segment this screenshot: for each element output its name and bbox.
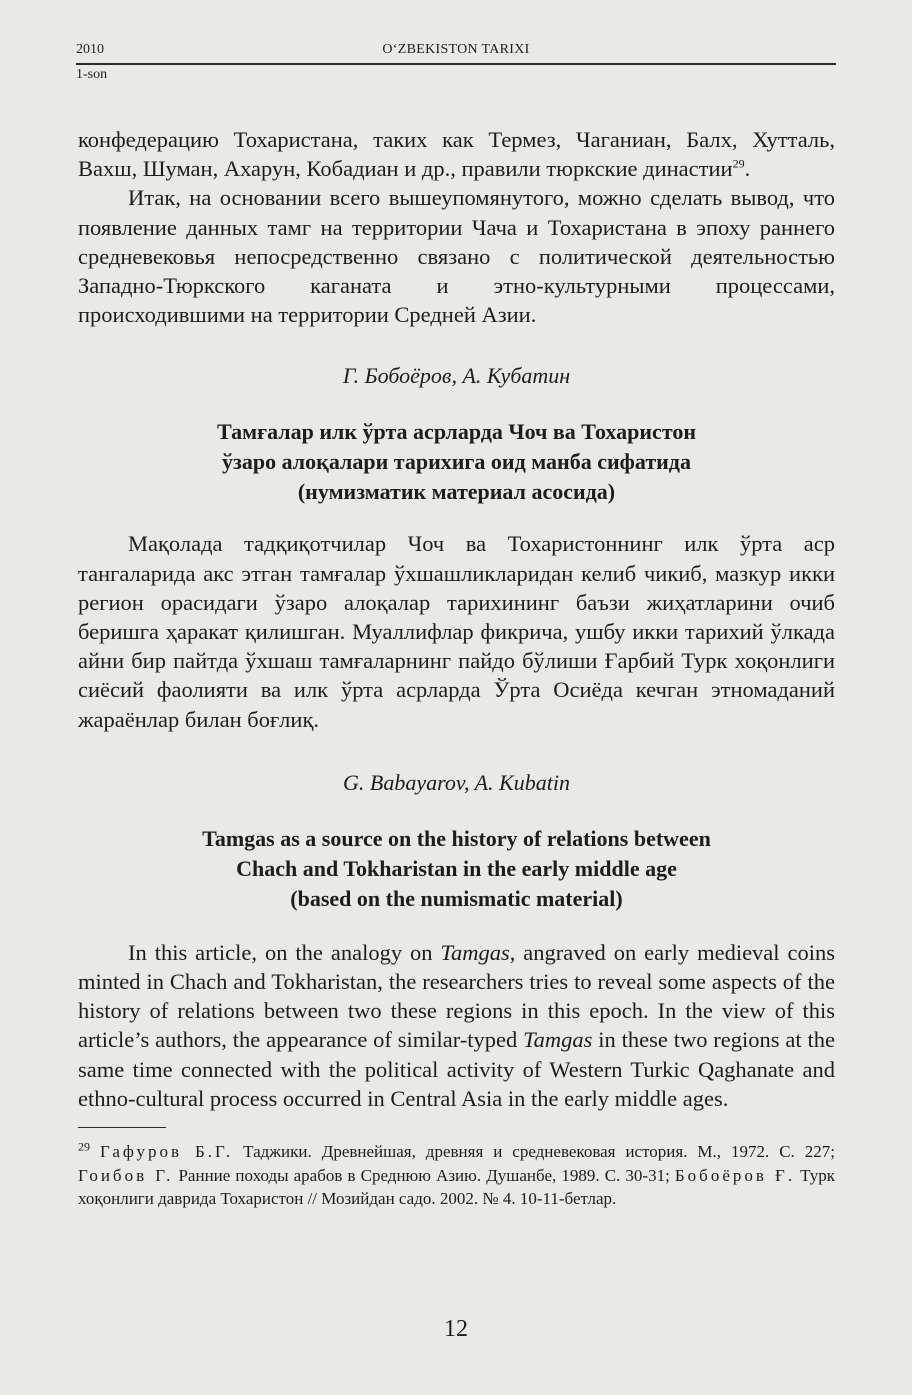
footnote-marker: 29 bbox=[732, 156, 745, 171]
english-title-line-2: Chach and Tokharistan in the early middle age bbox=[236, 855, 677, 881]
english-abstract bbox=[78, 938, 835, 1113]
uzbek-title-line-2: ўзаро алоқалари тарихига оид манба сифатида bbox=[222, 449, 691, 475]
footnote-separator bbox=[78, 1127, 166, 1128]
footnote-number: 29 bbox=[78, 1139, 90, 1154]
english-abstract-part-b: , angraved on early medieval coins minted in Chach and Tokharistan, the researchers tries to reveal some aspects of the history of relations between two these regions in this epoch. In the view of this article’s authors, the appearance of similar-typed bbox=[78, 939, 835, 1053]
header-journal-title: O‘ZBEKISTON TARIXI bbox=[382, 42, 530, 57]
uzbek-title bbox=[78, 417, 835, 507]
english-abstract-part-c: in these two regions at the same time connected with the political activity of Western Turkic Qaghanate and ethno-cultural process occurred in Central Asia in the early middle ages. bbox=[78, 1027, 835, 1111]
english-abstract-part-a: In this article, on the analogy on bbox=[128, 939, 441, 965]
intro-paragraph-1 bbox=[78, 125, 835, 183]
page-number: 12 bbox=[444, 1316, 468, 1342]
english-title-line-1: Tamgas as a source on the history of relations between bbox=[202, 825, 711, 851]
uzbek-abstract: Мақолада тадқиқотчилар Чоч ва Тохаристоннинг илк ўрта аср тангаларида акс этган тамғалар ўхшашликларидан келиб чикиб, мазкур икки регион орасидаги ўзаро алоқалар тарихининг баъзи жиҳатларини очиб беришга ҳаракат қилишган. Муаллифлар фикрича, ушбу икки тарихий ўлкада айни бир пайтда ўхшаш тамғаларнинг пайдо бўлиши Ғарбий Турк хоқонлиги сиёсий фаолияти ва илк ўрта асрларда Ўрта Осиёда кечган этномаданий жараёнлар билан боғлиқ. bbox=[78, 531, 835, 732]
intro-paragraph-2: Итак, на основании всего вышеупомянутого, можно сделать вывод, что появление данных тамг на территории Чача и Тохаристана в эпоху раннего средневековья непосредственно связано с политической деятельностью Западно-Тюркского каганата и этно-культурными процессами, происходившими на территории Средней Азии. bbox=[78, 185, 835, 328]
english-abstract-emphasis-2: Tamgas bbox=[523, 1027, 593, 1053]
uzbek-authors: Г. Бобоёров, А. Кубатин bbox=[342, 363, 571, 389]
footnote-author-2: Гоибов Г. bbox=[78, 1165, 174, 1185]
header-issue: 1-son bbox=[76, 67, 108, 82]
uzbek-title-line-1: Тамғалар илк ўрта асрларда Чоч ва Тохаристон bbox=[216, 419, 697, 445]
page-body bbox=[78, 125, 835, 1211]
uzbek-title-line-3: (нумизматик материал асосида) bbox=[297, 479, 616, 505]
english-authors: G. Babayarov, A. Kubatin bbox=[343, 769, 570, 795]
english-abstract-emphasis-1: Tamgas bbox=[440, 939, 510, 965]
footnote-text-1: Таджики. Древнейшая, древняя и средневековая история. М., 1972. С. 227; bbox=[233, 1142, 835, 1162]
footnote-author-3: Бобоёров Ғ. bbox=[674, 1165, 796, 1185]
header-rule bbox=[76, 63, 836, 65]
english-title-line-3: (based on the numismatic material) bbox=[290, 885, 623, 911]
footnote-author-1: Гафуров Б.Г. bbox=[99, 1142, 234, 1162]
footnote-text-2: Ранние походы арабов в Среднюю Азию. Душанбе, 1989. С. 30-31; bbox=[173, 1165, 675, 1185]
footnote-text-3: Турк хоқонлиги даврида Тохаристон // Мозийдан садо. 2002. № 4. 10-11-бетлар. bbox=[78, 1165, 835, 1209]
intro-paragraph-1-text: конфедерацию Тохаристана, таких как Термез, Чаганиан, Балх, Хутталь, Вахш, Шуман, Ахарун, Кобадиан и др., правили тюркские династии bbox=[78, 127, 835, 182]
running-header bbox=[76, 42, 836, 88]
intro-paragraph-1-end: . bbox=[744, 156, 751, 182]
footnote bbox=[78, 1140, 835, 1211]
english-title bbox=[78, 824, 835, 914]
header-year: 2010 bbox=[76, 42, 104, 57]
